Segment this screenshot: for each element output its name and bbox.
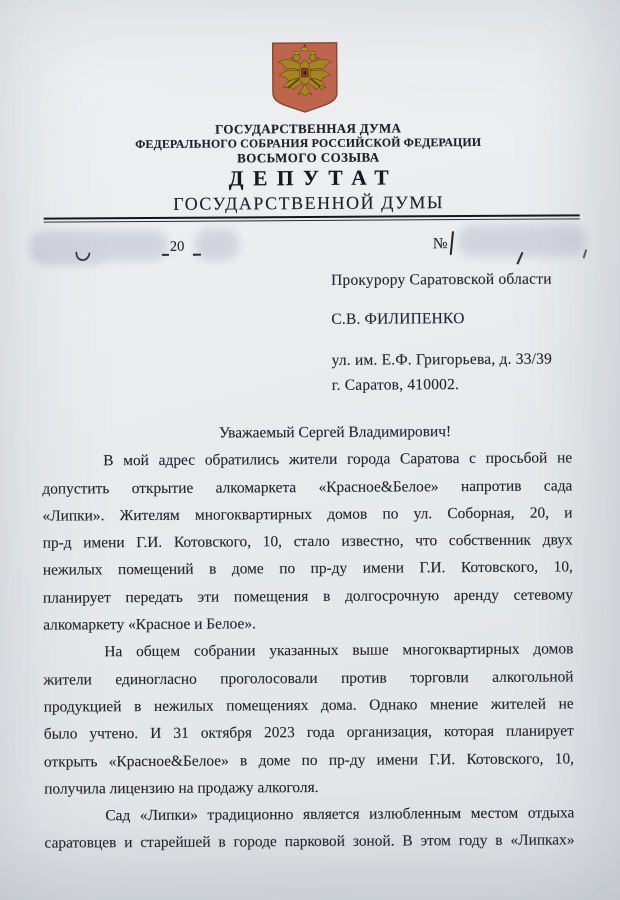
recipient-street: ул. им. Е.Ф. Григорьева, д. 33/39 [331,350,553,369]
russia-coat-of-arms [272,42,338,113]
handwriting-remnant-tick [583,249,587,258]
redaction-blur-year [195,228,239,260]
letterhead-title: ДЕПУТАТ [228,165,399,191]
form-underscore-right [193,254,201,256]
body-line: алкомаркету «Красное и Белое». [43,615,256,634]
body-line: продукцией в нежилых помещениях дома. Однако мнение жителей не [43,695,574,716]
body-line: Сад «Липки» традиционно является излюбленным местом отдыха [105,804,575,825]
body-text [42,417,575,857]
recipient-name: С.В. ФИЛИПЕНКО [331,310,465,328]
body-line: получила лицензию на продажу алкоголя. [44,778,319,798]
body-line: было учтено. И 31 октября 2023 года организация, которая планирует [43,722,574,743]
handwriting-remnant-stroke [450,231,455,255]
body-line: пр-д имени Г.И. Котовского, 10, стало известно, что собственник двух [42,531,573,552]
double-headed-eagle-icon [272,42,338,113]
body-line: Уважаемый Сергей Владимирович! [218,423,452,442]
recipient-title: Прокурору Саратовской области [331,270,552,289]
body-line: допустить открытие алкомаркета «Красное&Белое» напротив сада [42,476,573,498]
body-line: жители единогласно проголосовали против торговли алкогольной [43,668,574,689]
body-line: На общем собрании указанных выше многоквартирных домов [104,640,574,661]
body-line: нежилых помещений в доме по пр-ду имени Г.И. Котовского, 10, [42,558,573,580]
org-name-line3: ВОСЬМОГО СОЗЫВА [237,149,380,166]
handwriting-remnant-curve [75,251,91,265]
number-sign: № [432,235,448,253]
org-name-line2: ФЕДЕРАЛЬНОГО СОБРАНИЯ РОССИЙСКОЙ ФЕДЕРАЦИИ [135,134,482,152]
redaction-blur-date-lobe [33,238,105,264]
body-line: «Липки». Жителям многоквартирных домов по ул. Соборная, 20, и [42,504,573,525]
body-line: В мой адрес обратились жители города Саратова с просьбой не [103,449,573,470]
body-line: планирует передать эти помещения в долгосрочную аренду сетевому [42,586,574,607]
recipient-city: г. Саратов, 410002. [331,376,460,394]
body-line: открыть «Красное&Белое» в доме по пр-ду имени Г.И. Котовского, 10, [43,749,575,771]
org-name-line1: ГОСУДАРСТВЕННАЯ ДУМА [215,120,402,137]
year-fragment: 20 [169,238,185,255]
form-underscore-left [162,254,169,256]
letterhead-subtitle: ГОСУДАРСТВЕННОЙ ДУМЫ [173,192,445,214]
body-line: саратовцев и старейшей в городе парковой зоной. В этом году в «Липках» [44,831,575,853]
